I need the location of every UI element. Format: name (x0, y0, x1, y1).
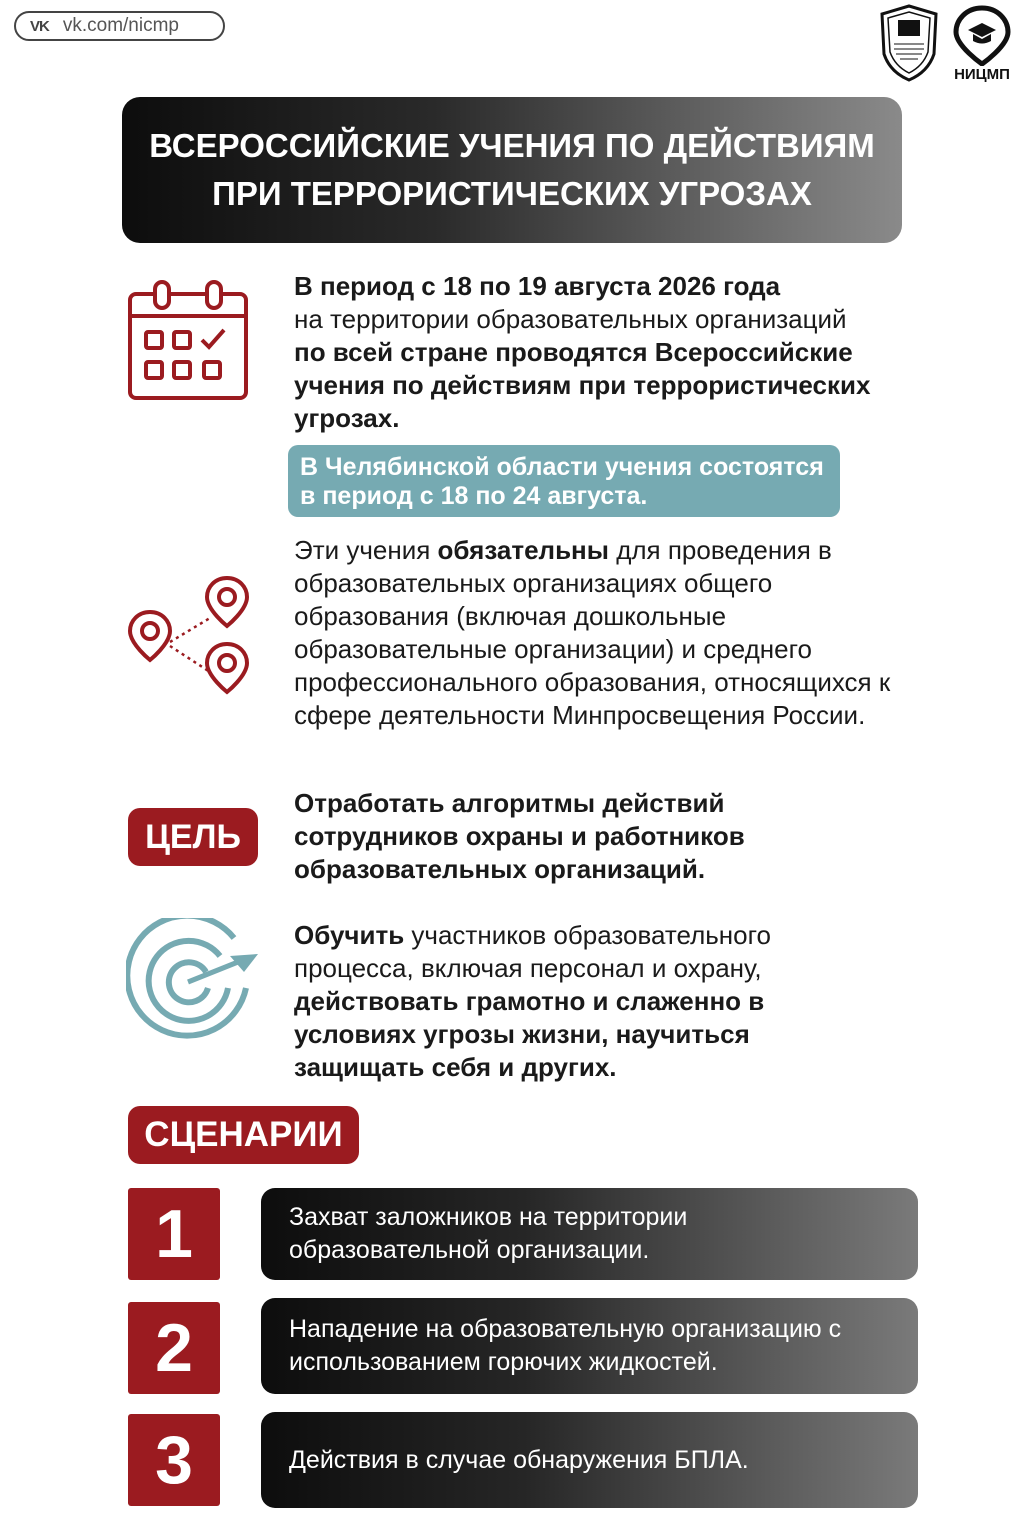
mandatory-paragraph (294, 534, 894, 732)
mandatory-bold: обязательны (437, 535, 609, 565)
shield-emblem-icon (878, 4, 940, 82)
mandatory-post: для проведения в образовательных организациях общего образования (включая дошкольные образовательные организации) и среднего профессионального образования, относящихся к сфере деятельности Минпросвещения России. (294, 535, 891, 730)
vk-logo-icon: VK (30, 17, 49, 35)
scenario-1-number: 1 (128, 1188, 220, 1280)
map-pins-icon (126, 576, 252, 698)
scenarios-badge: СЦЕНАРИИ (128, 1106, 359, 1164)
scenario-3-card (261, 1412, 918, 1508)
region-note: В Челябинской области учения состоятся в период с 18 по 24 августа. (288, 445, 840, 517)
title-line-1: ВСЕРОССИЙСКИЕ УЧЕНИЯ ПО ДЕЙСТВИЯМ (149, 127, 875, 164)
scenario-3-number: 3 (128, 1414, 220, 1506)
title-banner (122, 97, 902, 243)
intro-paragraph (294, 270, 914, 435)
location-cap-icon (946, 4, 1018, 66)
intro-date: В период с 18 по 19 августа 2026 года (294, 271, 781, 301)
nicmp-logo (946, 4, 1018, 86)
nicmp-label: НИЦМП (954, 66, 1010, 83)
calendar-icon (128, 280, 248, 402)
training-bold1: Обучить (294, 920, 405, 950)
target-icon (126, 918, 262, 1048)
scenario-1-text: Захват заложников на территории образовательной организации. (289, 1203, 688, 1264)
scenario-1-card (261, 1188, 918, 1280)
scenario-2-card (261, 1298, 918, 1394)
intro-statement: по всей стране проводятся Всероссийские учения по действиям при террористических угрозах. (294, 337, 871, 433)
mandatory-pre: Эти учения (294, 535, 438, 565)
title-line-2: ПРИ ТЕРРОРИСТИЧЕСКИХ УГРОЗАХ (212, 175, 812, 212)
vk-url: vk.com/nicmp (62, 15, 179, 36)
intro-location: на территории образовательных организаций (294, 304, 847, 334)
scenario-2-text: Нападение на образовательную организацию с использованием горючих жидкостей. (289, 1315, 842, 1376)
training-bold2: действовать грамотно и слаженно в условиях угрозы жизни, научиться защищать себя и других. (294, 986, 765, 1082)
scenario-2-number: 2 (128, 1302, 220, 1394)
page-title (142, 122, 882, 218)
training-normal1: участников образовательного процесса, включая персонал и охрану, (294, 920, 771, 983)
training-paragraph (294, 919, 894, 1084)
vk-link-pill[interactable] (14, 11, 225, 41)
goal-badge: ЦЕЛЬ (128, 808, 258, 866)
scenario-3-text: Действия в случае обнаружения БПЛА. (289, 1445, 749, 1474)
goal-text: Отработать алгоритмы действий сотрудников охраны и работников образовательных организаций. (294, 788, 745, 884)
